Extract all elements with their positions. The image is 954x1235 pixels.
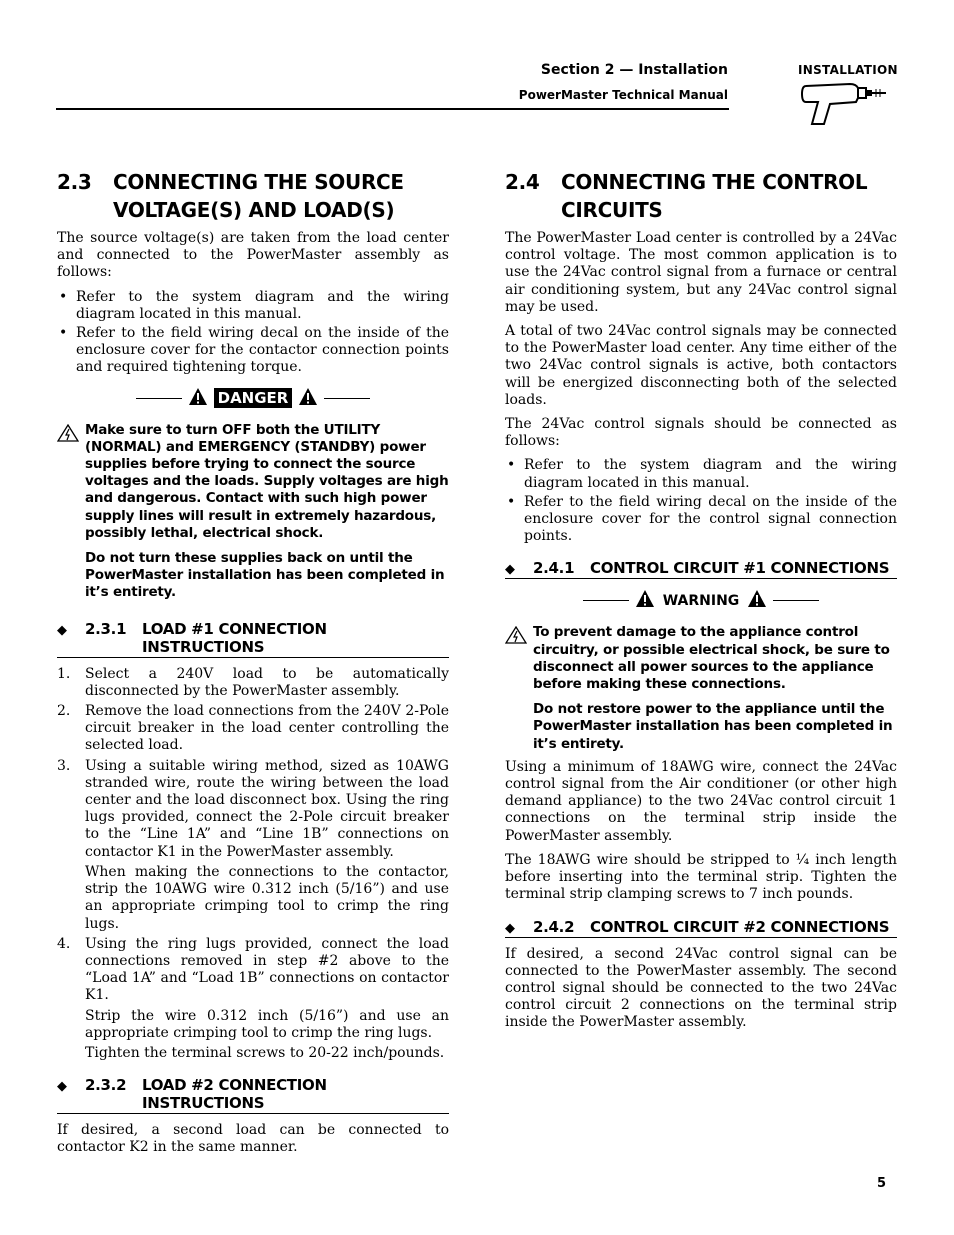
paragraph: The 18AWG wire should be stripped to ¹⁄₄ inch length before inserting into the terminal strip. Tighten the terminal strip clamping screws to 7 inch pounds. <box>505 851 897 903</box>
subsection-2-4-1-heading: ◆ 2.4.1 CONTROL CIRCUIT #1 CONNECTIONS <box>505 559 897 579</box>
step-item: 4. Using the ring lugs provided, connect the load connections removed in step #2 above to the “Load 1A” and “Load 1B” connections on contactor K1. Strip the wire 0.312 inch (5/16”) and use an appropriate crimping tool to crimp the ring lugs. Tighten the terminal screws to 20-22 inch/pounds. <box>57 935 449 1061</box>
section-label: Section 2 — Installation <box>540 62 728 78</box>
warning-triangle-icon <box>188 387 208 410</box>
installation-badge: INSTALLATION <box>798 63 898 77</box>
right-column <box>505 168 897 1039</box>
step-list <box>57 666 449 1062</box>
section-2-3-heading: 2.3 CONNECTING THE SOURCE VOLTAGE(S) AND LOAD(S) <box>57 170 404 222</box>
danger-message: Make sure to turn OFF both the UTILITY (NORMAL) and EMERGENCY (STANDBY) power supplies before trying to connect the source voltages and the loads. Supply voltages are high and dangerous. Contact with such high power supply lines will result in extremely hazardous, possibly lethal, electrical shock. <box>57 422 449 542</box>
warning-signal <box>505 589 897 612</box>
bullet-list <box>57 289 449 377</box>
warning-triangle-icon <box>635 589 655 612</box>
paragraph: The 24Vac control signals should be connected as follows: <box>505 416 897 450</box>
bullet-list <box>505 457 897 545</box>
paragraph: The PowerMaster Load center is controlled by a 24Vac control voltage. The most common application is to use the 24Vac control signal from a furnace or central air conditioning system, but any 24Vac control signal may be used. <box>505 230 897 315</box>
manual-title: PowerMaster Technical Manual <box>518 88 728 102</box>
subsection-2-3-2-heading: ◆ 2.3.2 LOAD #2 CONNECTION INSTRUCTIONS <box>57 1076 449 1114</box>
diamond-icon: ◆ <box>57 622 67 638</box>
warning-triangle-icon <box>747 589 767 612</box>
diamond-icon: ◆ <box>505 562 515 578</box>
list-item: • Refer to the system diagram and the wiring diagram located in this manual. <box>507 457 897 491</box>
shock-hazard-icon <box>505 624 533 693</box>
step-item: 1. Select a 240V load to be automatically disconnected by the PowerMaster assembly. <box>57 665 449 699</box>
step-item: 3. Using a suitable wiring method, sized as 10AWG stranded wire, route the wiring between the load center and the load disconnect box. Using the ring lugs provided, connect the 2-Pole circuit breaker to the “Line 1A” and “Line 1B” connections on contactor K1 in the PowerMaster assembly. When making the connections to the contactor, strip the 10AWG wire 0.312 inch (5/16”) and use an appropriate crimping tool to crimp the ring lugs. <box>57 757 449 932</box>
danger-followup: Do not turn these supplies back on until the PowerMaster installation has been completed in it’s entirety. <box>85 550 445 601</box>
warning-label: WARNING <box>662 592 740 609</box>
drill-icon <box>800 78 890 132</box>
subsection-2-4-2-heading: ◆ 2.4.2 CONTROL CIRCUIT #2 CONNECTIONS <box>505 918 897 938</box>
paragraph: Using a minimum of 18AWG wire, connect the 24Vac control signal from the Air conditioner (or other high demand appliance) to the two 24Vac control circuit 1 connections on the terminal strip inside the PowerMaster assembly. <box>505 758 897 844</box>
list-item: • Refer to the field wiring decal on the inside of the enclosure cover for the contactor connection points and required tightening torque. <box>59 325 449 376</box>
shock-hazard-icon <box>57 422 85 542</box>
header-rule <box>56 108 729 110</box>
danger-signal <box>57 387 449 410</box>
danger-label: DANGER <box>214 388 293 408</box>
list-item: • Refer to the system diagram and the wiring diagram located in this manual. <box>59 288 449 322</box>
diamond-icon: ◆ <box>57 1079 67 1095</box>
paragraph: If desired, a second 24Vac control signal can be connected to the PowerMaster assembly. The second control signal should be connected to the two 24Vac control circuit 2 connections on the terminal strip inside the PowerMaster assembly. <box>505 945 897 1031</box>
list-item: • Refer to the field wiring decal on the inside of the enclosure cover for the control signal connection points. <box>507 493 897 545</box>
intro-paragraph: The source voltage(s) are taken from the load center and connected to the PowerMaster assembly as follows: <box>57 230 449 281</box>
warning-message: To prevent damage to the appliance control circuitry, or possible electrical shock, be sure to disconnect all power sources to the appliance before making these connections. <box>505 624 897 693</box>
subsection-2-3-1-heading: ◆ 2.3.1 LOAD #1 CONNECTION INSTRUCTIONS <box>57 620 449 658</box>
load2-paragraph: If desired, a second load can be connected to contactor K2 in the same manner. <box>57 1122 449 1156</box>
step-item: 2. Remove the load connections from the 240V 2-Pole circuit breaker in the load center controlling the selected load. <box>57 703 449 754</box>
warning-followup: Do not restore power to the appliance until the PowerMaster installation has been completed in it’s entirety. <box>533 701 893 752</box>
warning-triangle-icon <box>298 387 318 410</box>
paragraph: A total of two 24Vac control signals may be connected to the PowerMaster load center. Any time either of the two 24Vac control signals is active, both contactors will be energized disconnecting both of the selected loads. <box>505 323 897 408</box>
section-2-4-heading: 2.4 CONNECTING THE CONTROL CIRCUITS <box>505 170 868 222</box>
page-number: 5 <box>877 1176 887 1191</box>
diamond-icon: ◆ <box>505 920 515 936</box>
left-column <box>57 168 449 1164</box>
